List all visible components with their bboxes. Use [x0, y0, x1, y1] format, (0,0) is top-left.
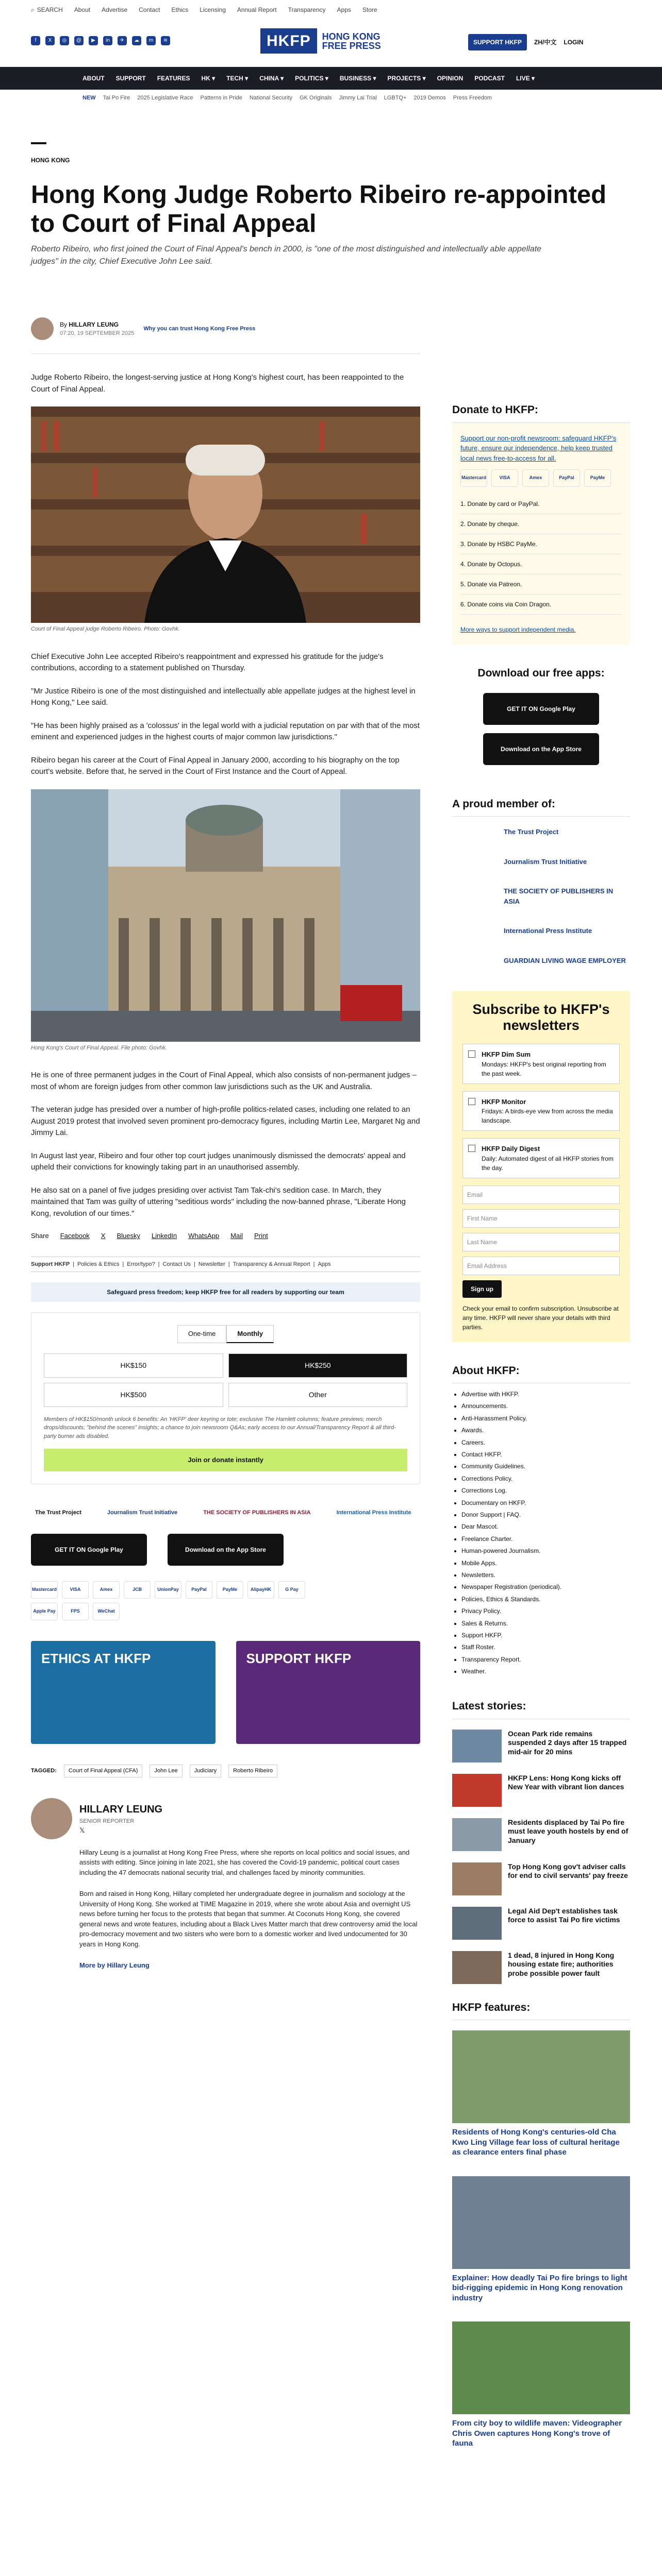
trust-link[interactable]: Why you can trust Hong Kong Free Press: [143, 325, 256, 332]
donation-box: [31, 1312, 420, 1484]
first-name-field[interactable]: First Name: [462, 1209, 620, 1228]
policy-newsletter[interactable]: Newsletter: [198, 1261, 225, 1267]
share-linkedin[interactable]: LinkedIn: [152, 1232, 177, 1240]
google-play-button[interactable]: GET IT ON Google Play: [31, 1534, 147, 1566]
visa-icon: VISA: [491, 469, 518, 487]
story-thumbnail[interactable]: [452, 1818, 502, 1851]
nav-business[interactable]: BUSINESS ▾: [339, 75, 376, 82]
article-tags: [31, 1765, 420, 1777]
donate-intro[interactable]: Support our non-profit newsroom: safeguard HKFP's future, ensure our independence, help keep trusted local news free-to-access for all.: [460, 434, 617, 462]
payme-icon: PayMe: [584, 469, 611, 487]
logo-mark: HKFP: [260, 28, 317, 54]
option-desc: Daily: Automated digest of all HKFP stories from the day.: [482, 1155, 614, 1172]
author-bio: Born and raised in Hong Kong, Hillary completed her undergraduate degree in journalism and sociology at the University of Hong Kong. She worked at TIME Magazine in 2019, where she wrote about Asia and overnight US news before turning her focus to the protests that began that summer. At Coconuts Hong Kong, she covered general news and wrote features, including about a Black Lives Matter march that drew controversy amid the local pro-democracy movement and two sisters who were born to a domestic worker and lived undocumented for 30 years in Hong Kong.: [79, 1890, 418, 1948]
latest-story[interactable]: [452, 1818, 630, 1851]
amount-option[interactable]: HK$150: [44, 1353, 223, 1378]
about-link[interactable]: • Newspaper Registration (periodical).: [461, 1581, 630, 1593]
annual-report-link[interactable]: Annual Report: [237, 6, 277, 13]
member-logo[interactable]: THE SOCIETY OF PUBLISHERS IN ASIA: [203, 1509, 311, 1516]
unionpay-icon: UnionPay: [155, 1581, 181, 1599]
logo-wordmark: HONG KONG FREE PRESS: [322, 31, 381, 51]
author-bio: Hillary Leung is a journalist at Hong Kong Free Press, where she reports on local politics and social issues, and assists with editing. Since joining in late 2021, she has covered the Covid-19 pandemic, political court cases including the 47 democrats national security trial, and challenges faced by minority communities.: [79, 1848, 410, 1876]
feature-title[interactable]: Residents of Hong Kong's centuries-old Cha Kwo Ling Village fear loss of cultural heritage as clearance enters final phase: [452, 2128, 620, 2157]
feature-title[interactable]: Explainer: How deadly Tai Po fire brings to light bid-rigging epidemic in Hong Kong renovation industry: [452, 2273, 627, 2302]
ethics-promo[interactable]: ETHICS AT HKFP: [31, 1641, 216, 1744]
app-store-button[interactable]: Download on the App Store: [168, 1534, 284, 1566]
donate-panel: [452, 423, 630, 645]
payme-icon: PayMe: [217, 1581, 243, 1599]
donate-option[interactable]: 6. Donate coins via Coin Dragon.: [460, 595, 622, 615]
latest-story[interactable]: [452, 1774, 630, 1807]
sign-up-button[interactable]: Sign up: [462, 1280, 502, 1298]
trending-label: NEW: [82, 94, 96, 101]
trending-item[interactable]: 2019 Demos: [413, 94, 446, 101]
byline-text: [60, 320, 134, 338]
about-link[interactable]: • Staff Roster.: [461, 1641, 630, 1653]
trending-item[interactable]: Jimmy Lai Trial: [339, 94, 377, 101]
story-title[interactable]: 1 dead, 8 injured in Hong Kong housing estate fire; authorities probe possible power fault: [508, 1951, 615, 1977]
donate-option[interactable]: 3. Donate by HSBC PayMe.: [460, 534, 622, 554]
about-link[interactable]: • Privacy Policy.: [461, 1605, 630, 1617]
newsletter-signup: [452, 991, 630, 1342]
store-link[interactable]: Store: [362, 6, 377, 13]
share-label: Share: [31, 1232, 49, 1240]
about-link[interactable]: • Community Guidelines.: [461, 1461, 630, 1472]
contact-link[interactable]: Contact: [139, 6, 160, 13]
nav-about[interactable]: ABOUT: [82, 75, 105, 82]
member-title: A proud member of:: [452, 796, 630, 817]
apps-link[interactable]: Apps: [337, 6, 351, 13]
member-logo[interactable]: The Trust Project: [35, 1509, 81, 1516]
latest-story[interactable]: [452, 1862, 630, 1895]
social-icons: [31, 36, 170, 45]
byline-author: By HILLARY LEUNG: [60, 320, 119, 328]
trending-item[interactable]: GK Originals: [299, 94, 332, 101]
option-title: HKFP Daily Digest: [482, 1145, 540, 1153]
judge-photo-art: [31, 406, 420, 623]
more-ways-link[interactable]: More ways to support independent media.: [460, 626, 576, 633]
join-donate-button[interactable]: Join or donate instantly: [44, 1449, 407, 1471]
email-address-field[interactable]: Email Address: [462, 1257, 620, 1275]
donate-option[interactable]: 1. Donate by card or PayPal.: [460, 494, 622, 514]
living-wage-logo[interactable]: GUARDIAN LIVING WAGE EMPLOYER: [504, 956, 626, 964]
about-link[interactable]: • Documentary on HKFP.: [461, 1497, 630, 1509]
checkbox[interactable]: [468, 1050, 475, 1058]
donate-option[interactable]: 5. Donate via Patreon.: [460, 574, 622, 595]
latest-title: Latest stories:: [452, 1698, 630, 1719]
about-link[interactable]: • Transparency Report.: [461, 1654, 630, 1666]
about-link[interactable]: • Weather.: [461, 1666, 630, 1677]
about-link[interactable]: • Policies, Ethics & Standards.: [461, 1594, 630, 1605]
donate-option[interactable]: 2. Donate by cheque.: [460, 514, 622, 534]
amex-icon: Amex: [93, 1581, 120, 1599]
byline-divider: [31, 353, 420, 354]
paypal-icon: PayPal: [186, 1581, 212, 1599]
about-link[interactable]: • Advertise with HKFP.: [461, 1388, 630, 1400]
paragraph: The veteran judge has presided over a number of high-profile politics-related cases, including one related to an August 2019 protest that involved seven prominent pro-democracy figures, including Martin Lee, Margaret Ng and Jimmy Lai.: [31, 1105, 420, 1137]
feature-story[interactable]: [452, 2321, 630, 2449]
promo-banners: [31, 1641, 420, 1744]
trending-item[interactable]: National Security: [249, 94, 292, 101]
trending-item[interactable]: Patterns in Pride: [200, 94, 242, 101]
facebook-icon[interactable]: f: [31, 36, 40, 45]
policy-links: Support HKFP | Policies & Ethics | Error/typo? | Contact Us | Newsletter | Transparency & Annual Report | Apps: [31, 1257, 420, 1273]
about-link[interactable]: About: [74, 6, 91, 13]
main-nav: [0, 67, 662, 90]
feature-story[interactable]: [452, 2176, 630, 2303]
tag[interactable]: Court of Final Appeal (CFA): [64, 1765, 143, 1777]
paragraph: In August last year, Ribeiro and four other top court judges unanimously dismissed the democrats' appeal and upheld their convictions for knowingly taking part in an unauthorised assembly.: [31, 1151, 406, 1172]
login-link[interactable]: LOGIN: [564, 39, 584, 46]
nav-podcast[interactable]: PODCAST: [474, 75, 505, 82]
latest-story[interactable]: [452, 1907, 630, 1940]
share-x[interactable]: X: [101, 1232, 106, 1240]
google-play-button[interactable]: GET IT ON Google Play: [483, 693, 599, 725]
language-link[interactable]: ZH/中文: [534, 39, 557, 46]
option-desc: Mondays: HKFP's best original reporting from the past week.: [482, 1060, 606, 1077]
about-link[interactable]: • Awards.: [461, 1425, 630, 1436]
support-hkfp-button[interactable]: SUPPORT HKFP: [468, 34, 527, 50]
search-link[interactable]: ⌕ SEARCH: [31, 6, 63, 13]
jti-logo[interactable]: Journalism Trust Initiative: [504, 857, 587, 866]
story-thumbnail[interactable]: [452, 1730, 502, 1762]
trending-item[interactable]: 2025 Legislative Race: [137, 94, 193, 101]
feature-title[interactable]: From city boy to wildlife maven: Videographer Chris Owen captures Hong Kong's trove of fauna: [452, 2419, 622, 2448]
mastercard-icon: Mastercard: [31, 1581, 58, 1599]
applepay-icon: Apple Pay: [31, 1603, 58, 1620]
policy-ethics[interactable]: Policies & Ethics: [77, 1261, 120, 1267]
advertise-link[interactable]: Advertise: [102, 6, 128, 13]
jcb-icon: JCB: [124, 1581, 151, 1599]
feature-image[interactable]: [452, 2321, 630, 2414]
author-box: [31, 1798, 420, 1839]
spa-logo[interactable]: THE SOCIETY OF PUBLISHERS IN ASIA: [504, 887, 614, 905]
tags-label: TAGGED:: [31, 1768, 57, 1774]
top-header: [0, 0, 662, 67]
paragraph: "He has been highly praised as a 'colossus' in the legal world with a judicial reputation on par with that of the most eminent and experienced judges in the highest courts of major common law jurisdictions.": [31, 721, 420, 741]
newsletter-option[interactable]: [462, 1138, 620, 1178]
article-dek: Roberto Ribeiro, who first joined the Court of Final Appeal's bench in 2000, is "one of the most distinguished and intellectually able appellate judges" in the city, Chief Executive John Lee said.: [31, 245, 542, 266]
paragraph: "Mr Justice Ribeiro is one of the most distinguished and intellectually able appellate judges at the highest level in Hong Kong," Lee said.: [31, 686, 416, 707]
about-link[interactable]: • Donor Support | FAQ.: [461, 1509, 630, 1521]
feature-image[interactable]: [452, 2030, 630, 2123]
about-link[interactable]: • Mobile Apps.: [461, 1557, 630, 1569]
x-icon[interactable]: 𝕏: [79, 1826, 85, 1834]
latest-story[interactable]: [452, 1730, 630, 1762]
story-thumbnail[interactable]: [452, 1774, 502, 1807]
licensing-link[interactable]: Licensing: [200, 6, 226, 13]
about-link[interactable]: • Support HKFP.: [461, 1630, 630, 1641]
trending-item[interactable]: Tai Po Fire: [103, 94, 130, 101]
frequency-tabs: [44, 1325, 407, 1343]
about-link[interactable]: • Corrections Policy.: [461, 1473, 630, 1485]
checkbox[interactable]: [468, 1098, 475, 1105]
mastodon-icon[interactable]: m: [146, 36, 156, 45]
author-name[interactable]: HILLARY LEUNG: [79, 1803, 163, 1815]
sidebar: [452, 402, 630, 2467]
feature-image[interactable]: [452, 2176, 630, 2269]
court-photo[interactable]: [31, 789, 420, 1042]
story-title[interactable]: HKFP Lens: Hong Kong kicks off New Year with vibrant lion dances: [508, 1773, 624, 1791]
paypal-icon: PayPal: [553, 469, 580, 487]
article-body: [31, 372, 420, 1971]
story-title[interactable]: Legal Aid Dep't establishes task force to assist Tai Po fire victims: [508, 1906, 620, 1924]
member-logos: [452, 827, 630, 965]
ethics-link[interactable]: Ethics: [171, 6, 189, 13]
amount-other[interactable]: Other: [228, 1383, 408, 1407]
gpay-icon: G Pay: [278, 1581, 305, 1599]
about-title: About HKFP:: [452, 1363, 630, 1384]
newsletter-option[interactable]: [462, 1091, 620, 1131]
paragraph: Judge Roberto Ribeiro, the longest-serving justice at Hong Kong's highest court, has been reappointed to the Court of Final Appeal.: [31, 373, 404, 394]
policy-error[interactable]: Error/typo?: [127, 1261, 155, 1267]
story-title[interactable]: Top Hong Kong gov't adviser calls for end to civil servants' pay freeze: [508, 1862, 628, 1880]
story-title[interactable]: Ocean Park ride remains suspended 2 days after 15 trapped mid-air for 20 mins: [508, 1729, 627, 1756]
nav-hk[interactable]: HK ▾: [201, 75, 216, 82]
story-thumbnail[interactable]: [452, 1862, 502, 1895]
wechat-icon: WeChat: [93, 1603, 120, 1620]
share-whatsapp[interactable]: WhatsApp: [188, 1232, 220, 1240]
policy-support[interactable]: Support HKFP: [31, 1261, 70, 1267]
site-logo[interactable]: [260, 28, 381, 54]
nav-opinion[interactable]: OPINION: [437, 75, 464, 82]
paragraph: He is one of three permanent judges in the Court of Final Appeal, which also consists of non-permanent judges – most of whom are foreign judges from other common law jurisdictions such as the UK and Australia.: [31, 1071, 417, 1091]
email-field[interactable]: Email: [462, 1185, 620, 1204]
bluesky-icon[interactable]: ☁: [132, 36, 141, 45]
about-link[interactable]: • Contact HKFP.: [461, 1449, 630, 1461]
transparency-link[interactable]: Transparency: [288, 6, 326, 13]
share-bluesky[interactable]: Bluesky: [117, 1232, 140, 1240]
story-thumbnail[interactable]: [452, 1951, 502, 1984]
alipay-icon: AlipayHK: [247, 1581, 274, 1599]
paragraph: Ribeiro began his career at the Court of Final Appeal in January 2000, according to his biography on the top court's website. Before that, he served in the Court of First Instance and the Court of Appeal.: [31, 755, 400, 776]
last-name-field[interactable]: Last Name: [462, 1233, 620, 1251]
about-link[interactable]: • Dear Mascot.: [461, 1521, 630, 1533]
author-role: SENIOR REPORTER: [79, 1818, 135, 1824]
nav-tech[interactable]: TECH ▾: [226, 75, 249, 82]
policy-apps[interactable]: Apps: [318, 1261, 331, 1267]
about-link[interactable]: • Human-powered Journalism.: [461, 1545, 630, 1557]
about-link[interactable]: • Newsletters.: [461, 1569, 630, 1581]
about-link[interactable]: • Freelance Charter.: [461, 1533, 630, 1545]
author-heading: [79, 1802, 162, 1836]
more-by-author-link[interactable]: More by Hillary Leung: [79, 1961, 150, 1969]
nav-support[interactable]: SUPPORT: [115, 75, 146, 82]
app-store-button[interactable]: Download on the App Store: [483, 733, 599, 765]
judge-photo[interactable]: [31, 406, 420, 623]
nav-politics[interactable]: POLITICS ▾: [295, 75, 328, 82]
mastercard-icon: Mastercard: [460, 469, 487, 487]
about-link[interactable]: • Sales & Returns.: [461, 1618, 630, 1630]
instagram-icon[interactable]: ◎: [60, 36, 69, 45]
top-links: [31, 5, 377, 14]
option-desc: Fridays: A birds-eye view from across the media landscape.: [482, 1108, 613, 1125]
donate-option[interactable]: 4. Donate by Octopus.: [460, 554, 622, 574]
trending-bar: [82, 90, 492, 106]
nav-projects[interactable]: PROJECTS ▾: [387, 75, 426, 82]
share-facebook[interactable]: Facebook: [60, 1232, 90, 1240]
story-title[interactable]: Residents displaced by Tai Po fire must leave youth hostels by end of January: [508, 1818, 628, 1844]
checkbox[interactable]: [468, 1145, 475, 1152]
amount-option[interactable]: HK$500: [44, 1383, 223, 1407]
about-list: [452, 1388, 630, 1677]
apps-title: Download our free apps:: [477, 667, 605, 679]
paragraph: Chief Executive John Lee accepted Ribeiro's reappointment and expressed his gratitude for the judge's contributions, according to a statement published on Thursday.: [31, 652, 384, 672]
article-headline: Hong Kong Judge Roberto Ribeiro re-appointed to Court of Final Appeal: [31, 181, 607, 238]
newsletter-option[interactable]: [462, 1044, 620, 1084]
paragraph: He also sat on a panel of five judges presiding over activist Tam Tak-chi's sedition case. In March, they maintained that Tam was guilty of uttering "seditious words" including the now-banned phrase, "Liberate Hong Kong, revolution of our times.": [31, 1185, 406, 1218]
latest-story[interactable]: [452, 1951, 630, 1984]
visa-icon: VISA: [62, 1581, 89, 1599]
nav-features[interactable]: FEATURES: [157, 75, 190, 82]
tag[interactable]: Judiciary: [190, 1765, 221, 1777]
byline: [31, 317, 255, 340]
trust-project-logo[interactable]: The Trust Project: [504, 828, 559, 836]
newsletter-title: Subscribe to HKFP's newsletters: [472, 1002, 610, 1033]
rss-icon[interactable]: ≋: [161, 36, 170, 45]
newsletter-note: Check your email to confirm subscription. Unsubscribe at any time. HKFP will never share your details with third parties.: [462, 1304, 619, 1331]
author-avatar[interactable]: [31, 317, 54, 340]
payment-methods: [31, 1581, 320, 1620]
tag[interactable]: Roberto Ribeiro: [228, 1765, 277, 1777]
trending-item[interactable]: LGBTQ+: [384, 94, 407, 101]
features-title: HKFP features:: [452, 1999, 630, 2021]
tab-one-time[interactable]: One-time: [177, 1325, 226, 1343]
author-avatar-large[interactable]: [31, 1798, 72, 1839]
tag[interactable]: John Lee: [150, 1765, 182, 1777]
photo-caption: Hong Kong's Court of Final Appeal. File photo: Govhk.: [31, 1044, 168, 1051]
photo-caption: Court of Final Appeal judge Roberto Ribeiro. Photo: Govhk.: [31, 626, 180, 632]
about-link[interactable]: • Anti-Harassment Policy.: [461, 1413, 630, 1425]
nav-live[interactable]: LIVE ▾: [516, 75, 535, 82]
member-logo[interactable]: Journalism Trust Initiative: [107, 1509, 178, 1516]
donate-title: Donate to HKFP:: [452, 402, 630, 423]
member-logo[interactable]: International Press Institute: [336, 1509, 411, 1516]
member-benefits-note: Members of HK$150/month unlock 6 benefits: An 'HKFP' deer keyring or tote; exclusive The Hamlett columns; feature previews; merch drops/discounts; "behind the scenes" insights; a chance to join newsroom Q&As; early access to our Annual/Transparency Report & all third-party burner ads disabled.: [44, 1416, 396, 1439]
court-photo-art: [31, 789, 420, 1042]
about-link[interactable]: • Careers.: [461, 1437, 630, 1449]
amount-grid: [44, 1353, 407, 1407]
support-promo[interactable]: SUPPORT HKFP: [236, 1641, 421, 1744]
share-print[interactable]: Print: [254, 1232, 268, 1240]
trending-item[interactable]: Press Freedom: [453, 94, 492, 101]
header-actions: [468, 34, 583, 50]
ipi-logo[interactable]: International Press Institute: [504, 927, 592, 935]
option-title: HKFP Dim Sum: [482, 1050, 531, 1059]
share-mail[interactable]: Mail: [230, 1232, 243, 1240]
linkedin-icon[interactable]: in: [103, 36, 112, 45]
member-logos-inline: [31, 1507, 420, 1519]
amex-icon: Amex: [522, 469, 549, 487]
share-bar: [31, 1231, 420, 1241]
feature-story[interactable]: [452, 2030, 630, 2158]
about-link[interactable]: • Corrections Log.: [461, 1485, 630, 1497]
x-icon[interactable]: X: [45, 36, 55, 45]
app-store-buttons: [31, 1534, 420, 1566]
telegram-icon[interactable]: ✈: [118, 36, 127, 45]
sidebar-payment-icons: [460, 469, 622, 487]
kicker-rule: [31, 142, 46, 144]
policy-contact[interactable]: Contact Us: [162, 1261, 191, 1267]
nav-china[interactable]: CHINA ▾: [259, 75, 284, 82]
fps-icon: FPS: [62, 1603, 89, 1620]
story-thumbnail[interactable]: [452, 1907, 502, 1940]
safeguard-banner[interactable]: Safeguard press freedom; keep HKFP free for all readers by supporting our team: [31, 1282, 420, 1302]
option-title: HKFP Monitor: [482, 1097, 526, 1106]
threads-icon[interactable]: @: [74, 36, 84, 45]
search-icon: ⌕: [31, 6, 35, 13]
author-link[interactable]: HILLARY LEUNG: [69, 320, 119, 328]
youtube-icon[interactable]: ▶: [89, 36, 98, 45]
publish-date: 07:20, 19 SEPTEMBER 2025: [60, 330, 135, 336]
article-kicker[interactable]: HONG KONG: [31, 157, 70, 164]
amount-option-selected[interactable]: HK$250: [228, 1353, 408, 1378]
sidebar-app-buttons: [452, 693, 630, 765]
about-link[interactable]: • Announcements.: [461, 1400, 630, 1412]
policy-transparency[interactable]: Transparency & Annual Report: [233, 1261, 310, 1267]
tab-monthly[interactable]: Monthly: [226, 1325, 274, 1343]
